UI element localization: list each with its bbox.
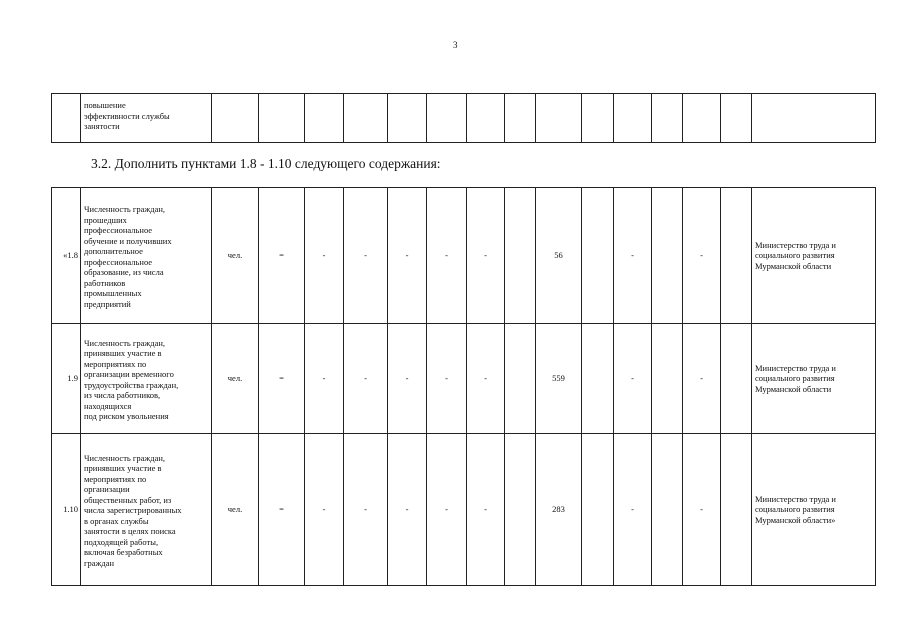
row-number: 1.9 — [52, 324, 81, 434]
dash-cell: - — [388, 188, 427, 324]
description-text: Численность граждан, принявших участие в мероприятиях по организации временного трудоустройства граждан, из числа работников, находящихся под риском увольнения — [84, 337, 179, 421]
description-text: Численность граждан, прошедших профессиональное обучение и получивших дополнительное профессиональное образование, из числа работников промышленных предприятий — [84, 204, 172, 309]
dash-cell: - — [614, 324, 652, 434]
value-cell: 283 — [536, 434, 582, 586]
table-cell — [259, 94, 305, 143]
dash-cell: - — [467, 434, 505, 586]
empty-cell — [505, 324, 536, 434]
section-heading: 3.2. Дополнить пунктами 1.8 - 1.10 следующего содержания: — [91, 156, 441, 171]
dash-cell: - — [467, 324, 505, 434]
dash-cell: - — [427, 324, 467, 434]
empty-cell — [505, 434, 536, 586]
dash-cell: - — [683, 434, 721, 586]
table-cell — [212, 94, 259, 143]
row-description — [81, 434, 212, 586]
table-cell — [752, 94, 876, 143]
table-cell — [652, 94, 683, 143]
empty-cell — [721, 188, 752, 324]
dash-cell: - — [305, 188, 344, 324]
empty-cell — [582, 188, 614, 324]
row-number: 1.10 — [52, 434, 81, 586]
row-number: «1.8 — [52, 188, 81, 324]
responsible-text: Министерство труда и социального развития Мурманской области — [755, 362, 836, 394]
table-row — [52, 434, 876, 586]
row-description — [81, 94, 212, 143]
eq-cell: = — [259, 188, 305, 324]
indicators-table — [51, 187, 876, 586]
eq-cell: = — [259, 434, 305, 586]
eq-cell: = — [259, 324, 305, 434]
empty-cell — [582, 324, 614, 434]
value-cell: 56 — [536, 188, 582, 324]
responsible-cell — [752, 324, 876, 434]
dash-cell: - — [467, 188, 505, 324]
empty-cell — [721, 324, 752, 434]
table-cell — [467, 94, 505, 143]
dash-cell: - — [427, 434, 467, 586]
empty-cell — [582, 434, 614, 586]
dash-cell: - — [305, 324, 344, 434]
dash-cell: - — [388, 434, 427, 586]
empty-cell — [505, 188, 536, 324]
description-text: повышение эффективности службы занятости — [84, 100, 170, 131]
row-description — [81, 324, 212, 434]
responsible-cell — [752, 434, 876, 586]
table-cell — [536, 94, 582, 143]
table-cell — [305, 94, 344, 143]
dash-cell: - — [344, 434, 388, 586]
dash-cell: - — [344, 324, 388, 434]
value-cell: 559 — [536, 324, 582, 434]
unit-cell: чел. — [212, 324, 259, 434]
dash-cell: - — [683, 188, 721, 324]
table-cell — [52, 94, 81, 143]
dash-cell: - — [683, 324, 721, 434]
responsible-cell — [752, 188, 876, 324]
table-cell — [388, 94, 427, 143]
continued-table — [51, 93, 876, 143]
responsible-text: Министерство труда и социального развития Мурманской области — [755, 239, 836, 271]
dash-cell: - — [344, 188, 388, 324]
responsible-text: Министерство труда и социального развития Мурманской области» — [755, 493, 836, 525]
empty-cell — [721, 434, 752, 586]
dash-cell: - — [614, 434, 652, 586]
table-cell — [344, 94, 388, 143]
table-cell — [505, 94, 536, 143]
unit-cell: чел. — [212, 188, 259, 324]
dash-cell: - — [614, 188, 652, 324]
table-cell — [427, 94, 467, 143]
table-cell — [582, 94, 614, 143]
empty-cell — [652, 188, 683, 324]
empty-cell — [652, 434, 683, 586]
dash-cell: - — [305, 434, 344, 586]
table-row — [52, 324, 876, 434]
empty-cell — [652, 324, 683, 434]
page-number: 3 — [453, 40, 458, 50]
table-row — [52, 188, 876, 324]
unit-cell: чел. — [212, 434, 259, 586]
row-description — [81, 188, 212, 324]
dash-cell: - — [388, 324, 427, 434]
table-row — [52, 94, 876, 143]
dash-cell: - — [427, 188, 467, 324]
description-text: Численность граждан, принявших участие в мероприятиях по организации общественных работ, из числа зарегистрированных в органах службы занятости в целях поиска подходящей работы, включая безработных граждан — [84, 452, 182, 568]
table-cell — [721, 94, 752, 143]
table-cell — [614, 94, 652, 143]
table-cell — [683, 94, 721, 143]
